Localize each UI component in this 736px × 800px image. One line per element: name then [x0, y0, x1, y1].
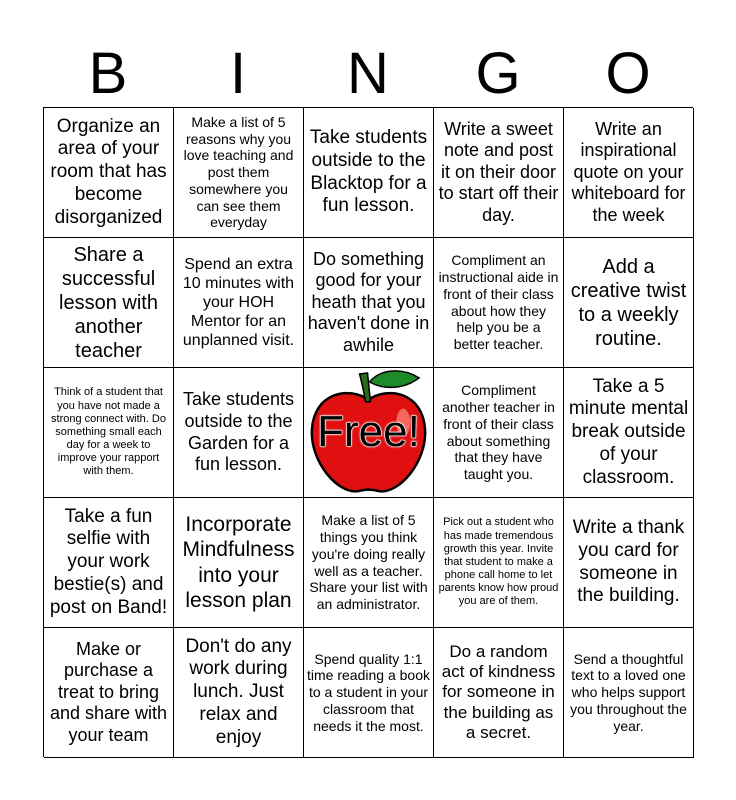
free-space[interactable]: [304, 368, 434, 498]
bingo-cell[interactable]: Compliment another teacher in front of their class about something that they have taught you.: [434, 368, 564, 498]
bingo-cell[interactable]: Pick out a student who has made tremendous growth this year. Invite that student to make a phone call home to let parents know how proud you are of them.: [434, 498, 564, 628]
bingo-cell[interactable]: Share a successful lesson with another teacher: [44, 238, 174, 368]
bingo-cell[interactable]: Write a thank you card for someone in the building.: [564, 498, 694, 628]
bingo-cell[interactable]: Do a random act of kindness for someone in the building as a secret.: [434, 628, 564, 758]
bingo-cell[interactable]: Add a creative twist to a weekly routine.: [564, 238, 694, 368]
bingo-cell[interactable]: Spend quality 1:1 time reading a book to a student in your classroom that needs it the most.: [304, 628, 434, 758]
bingo-cell[interactable]: Take students outside to the Blacktop for a fun lesson.: [304, 108, 434, 238]
bingo-cell[interactable]: Write an inspirational quote on your whiteboard for the week: [564, 108, 694, 238]
bingo-cell[interactable]: Send a thoughtful text to a loved one who helps support you throughout the year.: [564, 628, 694, 758]
header-letter-b: B: [88, 41, 128, 106]
bingo-cell[interactable]: Take a fun selfie with your work bestie(s) and post on Band!: [44, 498, 174, 628]
bingo-cell[interactable]: Don't do any work during lunch. Just relax and enjoy: [174, 628, 304, 758]
bingo-cell[interactable]: Do something good for your heath that you haven't done in awhile: [304, 238, 434, 368]
header-letter-o: O: [605, 41, 651, 106]
bingo-header: [43, 40, 693, 107]
bingo-cell[interactable]: Write a sweet note and post it on their door to start off their day.: [434, 108, 564, 238]
header-letter-i: I: [229, 41, 247, 106]
bingo-cell[interactable]: Organize an area of your room that has become disorganized: [44, 108, 174, 238]
bingo-card: [43, 107, 693, 757]
bingo-cell[interactable]: Spend an extra 10 minutes with your HOH Mentor for an unplanned visit.: [174, 238, 304, 368]
bingo-cell[interactable]: Make or purchase a treat to bring and share with your team: [44, 628, 174, 758]
bingo-cell[interactable]: Compliment an instructional aide in front of their class about how they help you be a better teacher.: [434, 238, 564, 368]
bingo-cell[interactable]: Make a list of 5 things you think you're doing really well as a teacher. Share your list with an administrator.: [304, 498, 434, 628]
bingo-cell[interactable]: Think of a student that you have not made a strong connect with. Do something small each day for a week to improve your rapport with them.: [44, 368, 174, 498]
bingo-cell[interactable]: Take students outside to the Garden for a fun lesson.: [174, 368, 304, 498]
bingo-cell[interactable]: Make a list of 5 reasons why you love teaching and post them somewhere you can see them everyday: [174, 108, 304, 238]
bingo-cell[interactable]: Take a 5 minute mental break outside of your classroom.: [564, 368, 694, 498]
free-label: Free!: [317, 407, 420, 457]
bingo-cell[interactable]: Incorporate Mindfulness into your lesson plan: [174, 498, 304, 628]
header-letter-n: N: [347, 41, 389, 106]
header-letter-g: G: [475, 41, 521, 106]
